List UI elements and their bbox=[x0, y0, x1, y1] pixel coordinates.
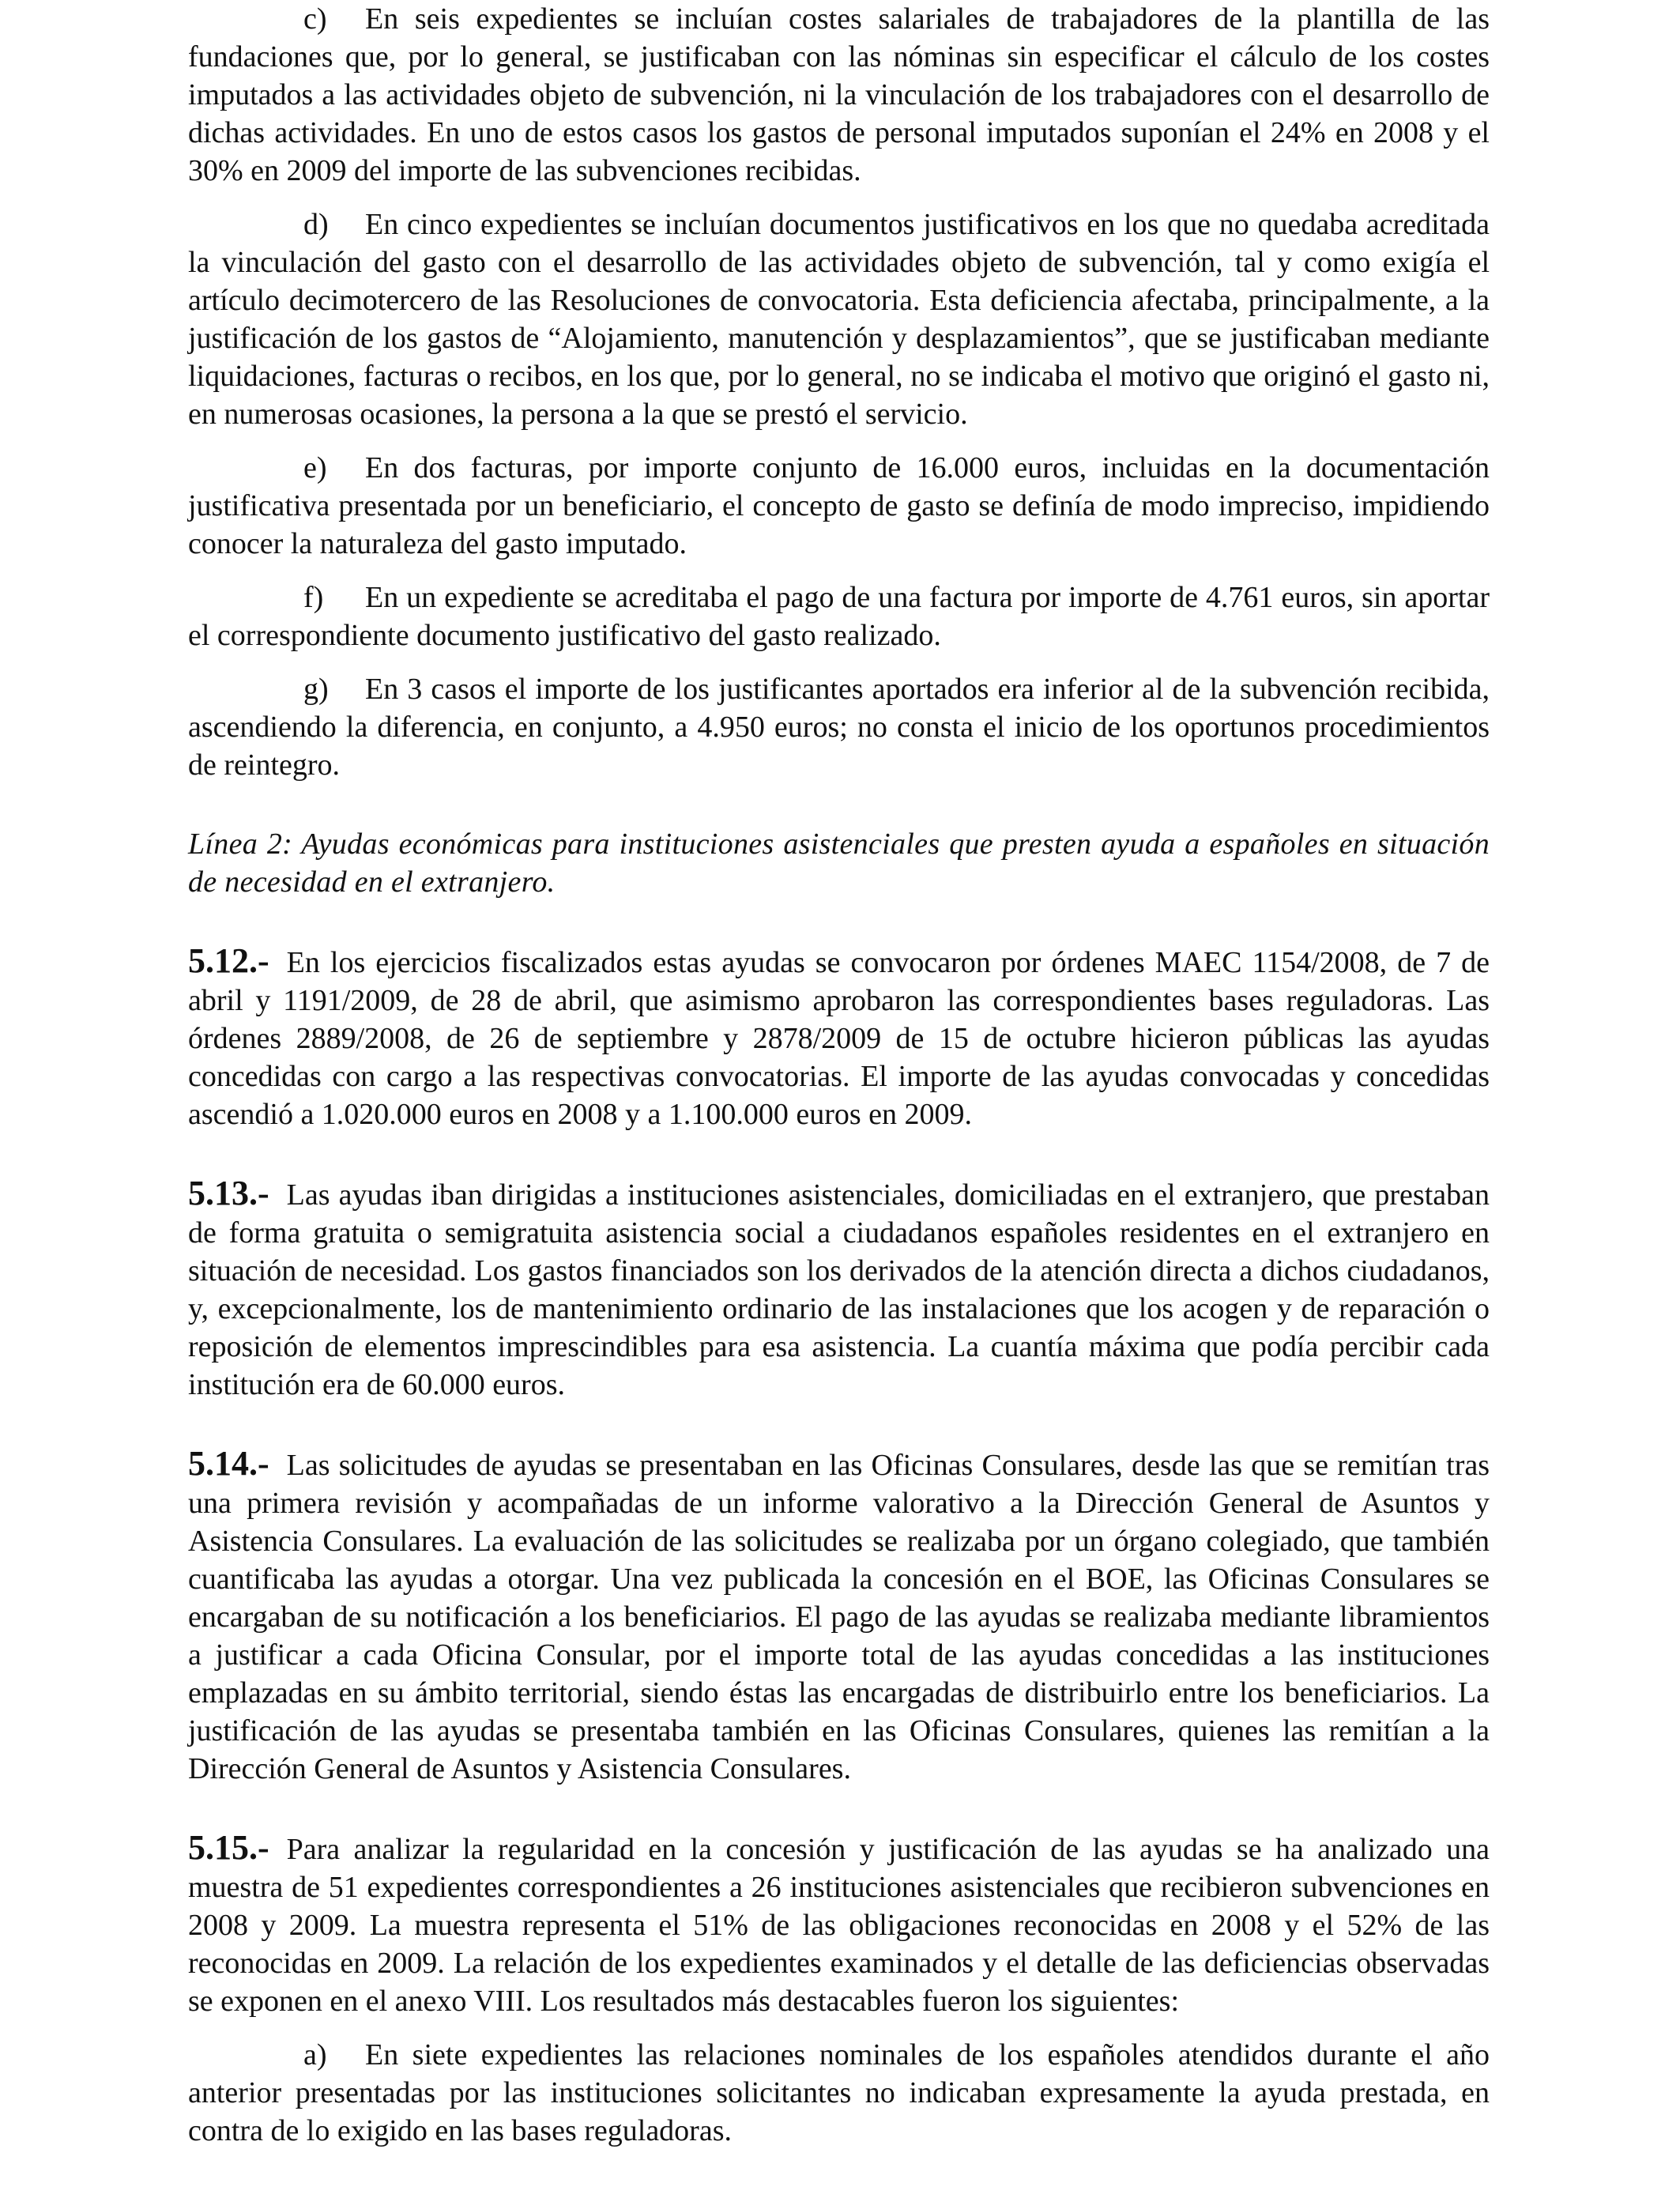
section-text: Las solicitudes de ayudas se presentaban en las Oficinas Consulares, desde las que se remitían tras una primera revisión y acompañadas de un informe valorativo a la Dirección General de Asuntos y Asistencia Consulares. La evaluación de las solicitudes se realizaba por un órgano colegiado, que también cuantificaba las ayudas a otorgar. Una vez publicada la concesión en el BOE, las Oficinas Consulares se encargaban de su notificación a los beneficiarios. El pago de las ayudas se realizaba mediante libramientos a justificar a cada Oficina Consular, por el importe total de las ayudas concedidas a las instituciones emplazadas en su ámbito territorial, siendo éstas las encargadas de distribuirlo entre los beneficiarios. La justificación de las ayudas se presentaba también en las Oficinas Consulares, quienes las remitían a la Dirección General de Asuntos y Asistencia Consulares. bbox=[188, 1449, 1490, 1785]
item-text: En un expediente se acreditaba el pago de una factura por importe de 4.761 euros, sin aportar el correspondiente documento justificativo del gasto realizado. bbox=[188, 581, 1490, 652]
section-text: Las ayudas iban dirigidas a instituciones asistenciales, domiciliadas en el extranjero, que prestaban de forma gratuita o semigratuita asistencia social a ciudadanos españoles residentes en el extranjero en situación de necesidad. Los gastos financiados son los derivados de la atención directa a dichos ciudadanos, y, excepcionalmente, los de mantenimiento ordinario de las instalaciones que los acogen y de reparación o reposición de elementos imprescindibles para esa asistencia. La cuantía máxima que podía percibir cada institución era de 60.000 euros. bbox=[188, 1178, 1490, 1401]
item-label: d) bbox=[303, 208, 329, 241]
line-heading: Línea 2: Ayudas económicas para instituciones asistenciales que presten ayuda a españoles en situación de necesidad en el extranjero. bbox=[188, 827, 1490, 899]
section-number: 5.13.- bbox=[188, 1174, 269, 1212]
item-label: e) bbox=[303, 451, 327, 484]
paragraph-e bbox=[188, 449, 1490, 563]
section-number: 5.14.- bbox=[188, 1444, 269, 1483]
paragraph-f bbox=[188, 579, 1490, 654]
paragraph-g bbox=[188, 670, 1490, 784]
document-page bbox=[188, 0, 1490, 2150]
item-text: En siete expedientes las relaciones nominales de los españoles atendidos durante el año anterior presentadas por las instituciones solicitantes no indicaban expresamente la ayuda prestada, en contra de lo exigido en las bases reguladoras. bbox=[188, 2038, 1490, 2147]
item-text: En seis expedientes se incluían costes salariales de trabajadores de la plantilla de las fundaciones que, por lo general, se justificaban con las nóminas sin especificar el cálculo de los costes imputados a las actividades objeto de subvención, ni la vinculación de los trabajadores con el desarrollo de dichas actividades. En uno de estos casos los gastos de personal imputados suponían el 24% en 2008 y el 30% en 2009 del importe de las subvenciones recibidas. bbox=[188, 2, 1490, 187]
section-text: En los ejercicios fiscalizados estas ayudas se convocaron por órdenes MAEC 1154/2008, de 7 de abril y 1191/2009, de 28 de abril, que asimismo aprobaron las correspondientes bases reguladoras. Las órdenes 2889/2008, de 26 de septiembre y 2878/2009 de 15 de octubre hicieron públicas las ayudas concedidas con cargo a las respectivas convocatorias. El importe de las ayudas convocadas y concedidas ascendió a 1.020.000 euros en 2008 y a 1.100.000 euros en 2009. bbox=[188, 946, 1490, 1131]
paragraph-d bbox=[188, 205, 1490, 433]
paragraph-c bbox=[188, 0, 1490, 190]
section-text: Para analizar la regularidad en la concesión y justificación de las ayudas se ha analizado una muestra de 51 expedientes correspondientes a 26 instituciones asistenciales que recibieron subvenciones en 2008 y 2009. La muestra representa el 51% de las obligaciones reconocidas en 2008 y el 52% de las reconocidas en 2009. La relación de los expedientes examinados y el detalle de las deficiencias observadas se exponen en el anexo VIII. Los resultados más destacables fueron los siguientes: bbox=[188, 1833, 1490, 2018]
section-5-12 bbox=[188, 942, 1490, 1133]
item-text: En cinco expedientes se incluían documentos justificativos en los que no quedaba acreditada la vinculación del gasto con el desarrollo de las actividades objeto de subvención, tal y como exigía el artículo decimotercero de las Resoluciones de convocatoria. Esta deficiencia afectaba, principalmente, a la justificación de los gastos de “Alojamiento, manutención y desplazamientos”, que se justificaban mediante liquidaciones, facturas o recibos, en los que, por lo general, no se indicaba el motivo que originó el gasto ni, en numerosas ocasiones, la persona a la que se prestó el servicio. bbox=[188, 208, 1490, 431]
section-5-15 bbox=[188, 1829, 1490, 2020]
item-label: c) bbox=[303, 2, 327, 36]
item-label: g) bbox=[303, 673, 329, 706]
section-number: 5.12.- bbox=[188, 941, 269, 980]
item-label: f) bbox=[303, 581, 324, 614]
item-text: En 3 casos el importe de los justificantes aportados era inferior al de la subvención recibida, ascendiendo la diferencia, en conjunto, a 4.950 euros; no consta el inicio de los oportunos procedimientos de reintegro. bbox=[188, 673, 1490, 782]
item-text: En dos facturas, por importe conjunto de 16.000 euros, incluidas en la documentación justificativa presentada por un beneficiario, el concepto de gasto se definía de modo impreciso, impidiendo conocer la naturaleza del gasto imputado. bbox=[188, 451, 1490, 560]
paragraph-a bbox=[188, 2036, 1490, 2150]
section-number: 5.15.- bbox=[188, 1828, 269, 1867]
section-5-13 bbox=[188, 1174, 1490, 1404]
item-label: a) bbox=[303, 2038, 327, 2071]
section-5-14 bbox=[188, 1445, 1490, 1788]
